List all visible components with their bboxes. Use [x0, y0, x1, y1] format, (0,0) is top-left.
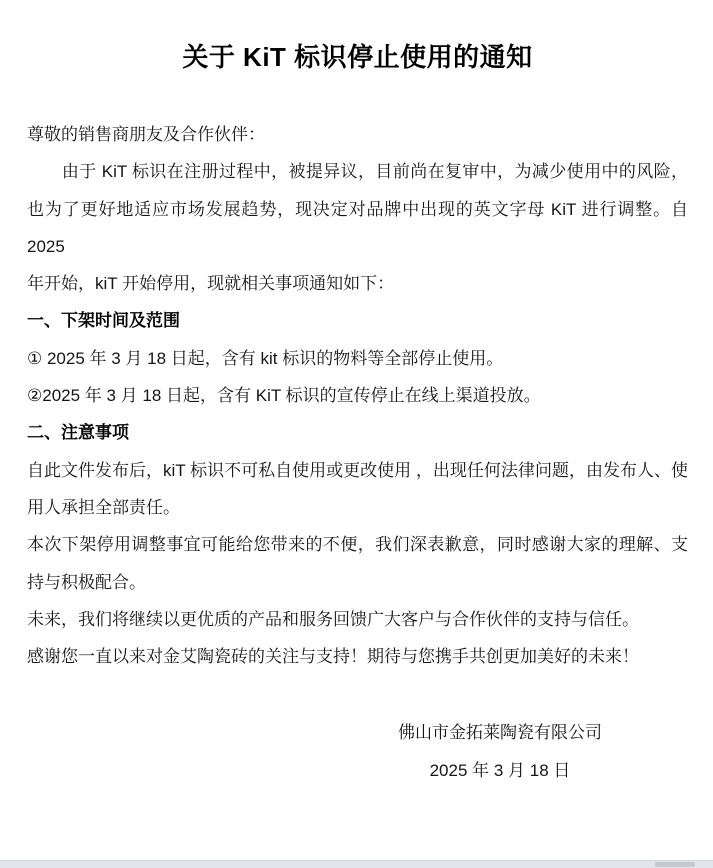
section1-heading: 一、下架时间及范围 — [27, 311, 180, 331]
section1-item-1: ① 2025 年 3 月 18 日起，含有 kit 标识的物料等全部停止使用。 — [27, 348, 504, 368]
horizontal-scrollbar-thumb[interactable] — [655, 862, 695, 867]
section2-heading: 二、注意事项 — [27, 423, 129, 443]
signature-company: 佛山市金拓莱陶瓷有限公司 — [398, 723, 602, 743]
section2-para2-line1: 本次下架停用调整事宜可能给您带来的不便，我们深表歉意，同时感谢大家的理解、支 — [27, 535, 688, 555]
intro-line-3: 年开始，kiT 开始停用，现就相关事项通知如下： — [27, 274, 395, 294]
section2-para3: 未来，我们将继续以更优质的产品和服务回馈广大客户与合作伙伴的支持与信任。 — [27, 609, 639, 629]
section1-item-2: ②2025 年 3 月 18 日起，含有 KiT 标识的宣传停止在线上渠道投放。 — [27, 386, 541, 406]
horizontal-scrollbar-track[interactable] — [0, 860, 713, 868]
intro-line-2: 也为了更好地适应市场发展趋势，现决定对品牌中出现的英文字母 KiT 进行调整。自 2025 — [27, 199, 688, 256]
blank-line-spacer — [27, 675, 688, 712]
signature-date: 2025 年 3 月 18 日 — [429, 760, 571, 780]
page-title: 关于 KiT 标识停止使用的通知 — [182, 42, 533, 72]
section2-para1-line1: 自此文件发布后，kiT 标识不可私自使用或更改使用 ，出现任何法律问题，由发布人、使 — [27, 460, 688, 480]
section2-para4: 感谢您一直以来对金艾陶瓷砖的关注与支持！期待与您携手共创更加美好的未来！ — [27, 647, 639, 667]
intro-line-1: 由于 KiT 标识在注册过程中，被提异议，目前尚在复审中，为减少使用中的风险， — [61, 162, 688, 182]
signature-block — [398, 714, 602, 789]
salutation-line: 尊敬的销售商朋友及合作伙伴： — [27, 125, 265, 144]
section2-para2-line2: 持与积极配合。 — [27, 572, 146, 592]
section2-para1-line2: 用人承担全部责任。 — [27, 497, 180, 517]
